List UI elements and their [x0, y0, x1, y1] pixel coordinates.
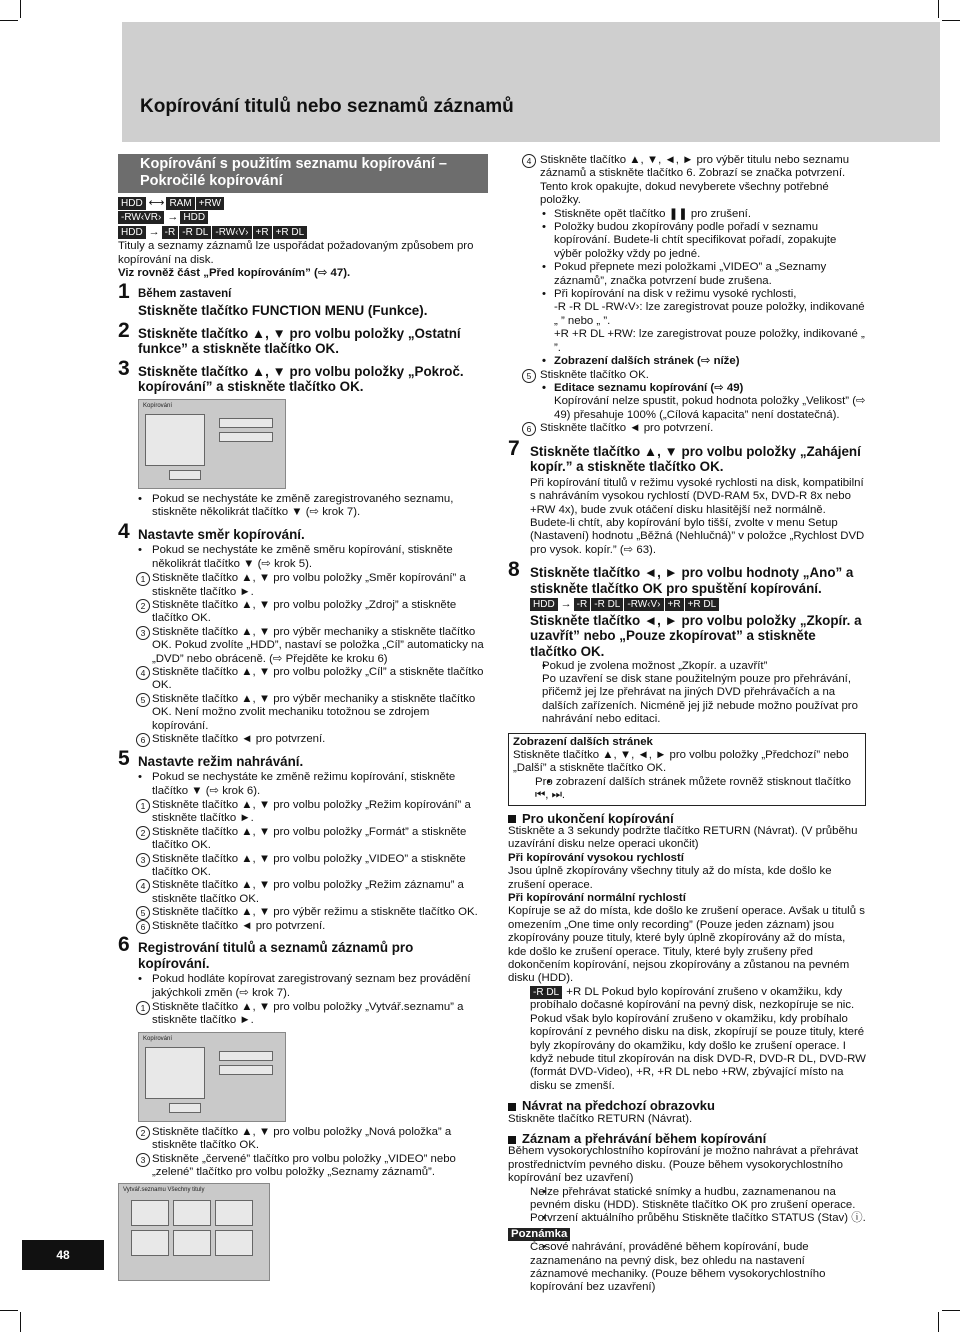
- copy-menu-screenshot-2: Kopírování: [138, 1032, 286, 1122]
- square-bullet-icon: [508, 815, 516, 823]
- step-7-text: Při kopírování titulů v režimu vysoké rychlosti na disk, kompatibilní s nahráváním vysokou rychlostí (DVD-RAM 5x, DVD-R 8x nebo +RW 4x), bude zvuk otáčení disku hlasitější než normálně. Budete-li chtít, aby kopírování bylo tišší, zvolte v menu Setup (Nastavení) hodnotu „Běžná (Nehlučná)” v položce „Rychlost DVD pro vysok. kopír.” (⇨ 63).: [530, 476, 865, 556]
- fast-copy-note: -R -R DL -RW‹V›: lze zaregistrovat pouze položky, indikované „ ” nebo „ ”.: [554, 301, 865, 327]
- arrow-right-icon: →: [560, 598, 572, 611]
- normal-text: Kopíruje se až do místa, kde došlo ke zrušení operace. Avšak u titulů s omezením „One time only recording” (Pouze jeden záznam) jsou zkopírovány pouze tituly, které byly úplně zkopírovány až do místa, kde došlo ke zrušení operace. Tituly, které byly zrušeny před dokončením kopírování, nejsou zkopírovány a zůstanou na pevném disku (HDD).: [508, 905, 865, 985]
- step-4-item: 5 Stiskněte tlačítko ▲, ▼ pro výběr mechaniky a stiskněte tlačítko OK. Není možno zvolit mechaniku totožnou se zdrojem kopírování.: [118, 693, 488, 733]
- square-bullet-icon: [508, 1136, 516, 1144]
- tag: -R: [162, 226, 179, 239]
- step-6-item: 5 Stiskněte tlačítko OK.: [508, 369, 866, 382]
- intro-ref: Viz rovněž část „Před kopírováním” (⇨ 47).: [118, 267, 351, 280]
- bullet: • -R DL +R DL Pokud bylo kopírování zrušeno v okamžiku, kdy probíhalo dočasné kopírování na pevný disk, nezkopíruje se nic. Pokud však bylo kopírování zrušeno v okamžiku, kdy probíhalo kopírování z pevného disku na disk, zkopírují se pouze tituly, které byly zkopírovány do okamžiku, kdy došlo ke zrušení operace. I když nebude titul zkopírován na disk DVD-R, DVD-R DL, DVD-RW (formát DVD-Video), +R, +R DL nebo +RW, zbývající místo na disku se zmenší.: [508, 986, 866, 1093]
- step-7: 7 Stiskněte tlačítko ▲, ▼ pro volbu položky „Zahájení kopír.” a stiskněte tlačítko OK.: [508, 436, 861, 475]
- fast-copy-note: +R +R DL +RW: lze zaregistrovat pouze položky, indikované „ ”.: [554, 328, 865, 354]
- return-heading: Návrat na předchozí obrazovku: [508, 1099, 866, 1112]
- tag: -R DL: [591, 598, 623, 611]
- step-3-bullet: • Pokud se nechystáte ke změně zaregistrovaného seznamu, stiskněte několikrát tlačítko ▼ (⇨ krok 7).: [118, 493, 488, 520]
- tag: -RW‹V›: [212, 226, 251, 239]
- stop-text: Stiskněte a 3 sekundy podržte tlačítko RETURN (Návrat). (V průběhu uzavírání disku nelze operaci ukončit): [508, 825, 858, 851]
- step-3: 3 Stiskněte tlačítko ▲, ▼ pro volbu položky „Pokroč. kopírování” a stiskněte tlačítko OK.: [118, 356, 464, 395]
- crop-mark: [942, 1310, 960, 1311]
- menu-panel: [145, 414, 205, 466]
- page-number: 48: [22, 1240, 104, 1270]
- crop-mark: [20, 0, 21, 18]
- tag: +R: [253, 226, 272, 239]
- thumbnail: [131, 1230, 169, 1256]
- step-4-item: 6 Stiskněte tlačítko ◄ pro potvrzení.: [118, 733, 488, 746]
- tag: RAM: [166, 197, 194, 210]
- step-5-bullet: • Pokud se nechystáte ke změně režimu kopírování, stiskněte tlačítko ▼ (⇨ krok 6).: [118, 771, 488, 798]
- arrow-right-icon: →: [148, 225, 160, 238]
- bullet: • Pro zobrazení dalších stránek můžete rovněž stisknout tlačítko ⏮, ⏭.: [513, 776, 861, 803]
- tag: HDD: [530, 598, 558, 611]
- tag: HDD: [118, 197, 146, 210]
- play-text: Během vysokorychlostního kopírování je možno nahrávat a přehrávat prostřednictvím pevného disku. (Pouze během vysokorychlostního kopírování bez uzavření): [508, 1145, 859, 1185]
- step-6-item: 6 Stiskněte tlačítko ◄ pro potvrzení.: [508, 422, 866, 435]
- arrow-both-icon: ⟷: [148, 197, 165, 209]
- bullet: • Zobrazení dalších stránek (⇨ níže): [508, 355, 866, 368]
- menu-panel: [145, 1047, 205, 1099]
- step-8-bullet-text: Po uzavření se disk stane použitelným pouze pro přehrávání, přičemž jej lze přehrávat na jiných DVD přehrávačích a na dalších zařízeních. Nicméně jej již nebude možno používat pro nahrávání nebo editaci.: [542, 672, 858, 726]
- target-field: [219, 1065, 273, 1075]
- step-4: 4 Nastavte směr kopírování.: [118, 519, 305, 543]
- copy-menu-screenshot: Kopírování: [138, 399, 286, 489]
- tag-line-1: [118, 197, 488, 210]
- return-text: Stiskněte tlačítko RETURN (Návrat).: [508, 1112, 693, 1125]
- step-5-item: 4 Stiskněte tlačítko ▲, ▼ pro volbu položky „Režim záznamu” a stiskněte tlačítko OK.: [118, 879, 488, 906]
- section-title: Kopírování s použitím seznamu kopírování – Pokročilé kopírování: [118, 154, 488, 193]
- step-5-item: 5 Stiskněte tlačítko ▲, ▼ pro výběr režimu a stiskněte tlačítko OK.: [118, 906, 488, 919]
- start-button: [169, 470, 201, 480]
- step-6-item: 1 Stiskněte tlačítko ▲, ▼ pro volbu položky „Vytvář.seznamu” a stiskněte tlačítko ►.: [118, 1001, 488, 1028]
- tag: +R: [665, 598, 684, 611]
- tag: +RW: [196, 197, 224, 210]
- start-button: [169, 1103, 201, 1113]
- play-heading: Záznam a přehrávání během kopírování: [508, 1132, 866, 1145]
- thumbnail: [173, 1200, 211, 1226]
- step-5-item: 1 Stiskněte tlačítko ▲, ▼ pro volbu položky „Režim kopírování” a stiskněte tlačítko ►.: [118, 799, 488, 826]
- bullet: • Nelze přehrávat statické snímky a hudbu, zaznamenanou na pevném disku (HDD). Stiskněte tlačítko OK pro zrušení operace.: [508, 1186, 866, 1213]
- bullet: • Pokud je zvolena možnost „Zkopír. a uzavřít”: [508, 660, 866, 673]
- step-5-item: 6 Stiskněte tlačítko ◄ pro potvrzení.: [118, 920, 488, 933]
- intro-text: Tituly a seznamy záznamů lze uspořádat požadovaným způsobem pro kopírování na disk.: [118, 240, 474, 266]
- step-6: 6 Registrování titulů a seznamů záznamů pro kopírování.: [118, 932, 414, 971]
- more-pages-box: Zobrazení dalších stránek Stiskněte tlačítko ▲, ▼, ◄, ► pro volbu položky „Předchozí” nebo „Další” a stiskněte tlačítko OK. • Pro zobrazení dalších stránek můžete rovněž stisknout tlačítko ⏮, ⏭.: [508, 733, 866, 806]
- tag: -R DL: [179, 226, 211, 239]
- tag: -RW‹VR›: [118, 211, 164, 224]
- thumbnail: [173, 1230, 211, 1256]
- step-6-bullet: • Pokud hodláte kopírovat zaregistrovaný seznam bez provádění jakýchkoli změn (⇨ krok 7).: [118, 973, 488, 1000]
- fast-title: Při kopírování vysokou rychlostí: [508, 851, 684, 864]
- crop-mark: [942, 20, 960, 21]
- left-column: [118, 154, 488, 1285]
- playlist-screenshot: Vytvář.seznamu Všechny tituly: [118, 1183, 270, 1281]
- bullet: • Při kopírování na disk v režimu vysoké rychlosti,: [508, 288, 866, 301]
- square-bullet-icon: [508, 1103, 516, 1111]
- step-4-item: 3 Stiskněte tlačítko ▲, ▼ pro výběr mechaniky a stiskněte tlačítko OK. Pokud zvolíte „HDD”, nastaví se položka „Cíl” automaticky na „DVD” nebo obráceně. (⇨ Přejděte ke kroku 6): [118, 626, 488, 666]
- bullet: • Časové nahrávání, prováděné během kopírování, bude zaznamenáno na pevný disk, bez ohledu na nastavení záznamové mechaniky. (Pouze během vysokorychlostního kopírování bez uzavření): [508, 1241, 866, 1295]
- thumbnail: [215, 1200, 253, 1226]
- step-8-tags: [508, 598, 866, 611]
- bullet: • Položky budou zkopírovány podle pořadí v seznamu kopírování. Budete-li chtít specifikovat pořadí, zopakujte výběr položky vždy po jedné.: [508, 221, 866, 261]
- step-4-item: 2 Stiskněte tlačítko ▲, ▼ pro volbu položky „Zdroj” a stiskněte tlačítko OK.: [118, 599, 488, 626]
- tag: -R: [574, 598, 591, 611]
- header-band: [122, 22, 940, 142]
- step-5: 5 Nastavte režim nahrávání.: [118, 746, 304, 770]
- source-field: [219, 418, 273, 428]
- step-6-item: 3 Stiskněte „červené” tlačítko pro volbu položky „VIDEO” nebo „zelené” tlačítko pro volbu položky „Seznamy záznamů”.: [118, 1153, 488, 1180]
- step-1: 1 Během zastavení Stiskněte tlačítko FUNCTION MENU (Funkce).: [118, 280, 428, 319]
- crop-mark: [0, 1310, 18, 1311]
- tag: HDD: [118, 226, 146, 239]
- step-6-item: 4 Stiskněte tlačítko ▲, ▼, ◄, ► pro výběr titulu nebo seznamu záznamů a stiskněte tlačítko 6. Zobrazí se značka potvrzení. Tento krok opakujte, dokud nevyberete všechny potřebné položky.: [508, 154, 866, 208]
- normal-title: Při kopírování normální rychlostí: [508, 892, 686, 905]
- crop-mark: [938, 1312, 939, 1332]
- bullet: • Editace seznamu kopírování (⇨ 49): [508, 382, 866, 395]
- crop-mark: [0, 20, 18, 21]
- tag: +R DL: [685, 598, 720, 611]
- step-4-item: 4 Stiskněte tlačítko ▲, ▼ pro volbu položky „Cíl” a stiskněte tlačítko OK.: [118, 666, 488, 693]
- step-2: 2 Stiskněte tlačítko ▲, ▼ pro volbu položky „Ostatní funkce” a stiskněte tlačítko OK.: [118, 318, 461, 357]
- right-column: [508, 154, 866, 1295]
- source-field: [219, 1051, 273, 1061]
- tag-line-3: [118, 226, 488, 239]
- tag: -RW‹V›: [624, 598, 663, 611]
- note-label: Poznámka: [508, 1228, 570, 1241]
- step-6-item: 2 Stiskněte tlačítko ▲, ▼ pro volbu položky „Nová položka” a stiskněte tlačítko OK.: [118, 1126, 488, 1153]
- fast-text: Jsou úplně zkopírovány všechny tituly až do místa, kde došlo ke zrušení operace.: [508, 865, 832, 891]
- arrow-right-icon: →: [167, 211, 179, 224]
- tag: HDD: [180, 211, 208, 224]
- bullet: • Stiskněte opět tlačítko ❚❚ pro zrušení.: [508, 208, 866, 221]
- step-5-item: 3 Stiskněte tlačítko ▲, ▼ pro volbu položky „VIDEO” a stiskněte tlačítko OK.: [118, 853, 488, 880]
- thumbnail: [131, 1200, 169, 1226]
- step-8-title-2: Stiskněte tlačítko ◄, ► pro volbu položky „Zkopír. a uzavřít” nebo „Pouze zkopírovat” a stiskněte tlačítko OK.: [530, 612, 862, 659]
- bullet: • Potvrzení aktuálního průběhu Stiskněte tlačítko STATUS (Stav) ⓘ.: [508, 1212, 866, 1225]
- stop-copy-heading: Pro ukončení kopírování: [508, 812, 866, 825]
- bullet: • Pokud přepnete mezi položkami „VIDEO” a „Seznamy záznamů”, značka potvrzení bude zrušena.: [508, 261, 866, 288]
- thumbnail: [215, 1230, 253, 1256]
- step-4-bullet: • Pokud se nechystáte ke změně směru kopírování, stiskněte několikrát tlačítko ▼ (⇨ krok 5).: [118, 544, 488, 571]
- step-5-item: 2 Stiskněte tlačítko ▲, ▼ pro volbu položky „Formát” a stiskněte tlačítko OK.: [118, 826, 488, 853]
- tag: +R DL: [273, 226, 308, 239]
- crop-mark: [20, 1312, 21, 1332]
- tag-line-2: [118, 211, 488, 224]
- crop-mark: [938, 0, 939, 18]
- step-4-item: 1 Stiskněte tlačítko ▲, ▼ pro volbu položky „Směr kopírování” a stiskněte tlačítko ►.: [118, 572, 488, 599]
- target-field: [219, 432, 273, 442]
- edit-note: Kopírování nelze spustit, pokud hodnota položky „Velikost” (⇨ 49) přesahuje 100% („Cílová kapacita” není dostatečná).: [554, 395, 866, 421]
- page-title: Kopírování titulů nebo seznamů záznamů: [140, 96, 514, 117]
- step-8: 8 Stiskněte tlačítko ◄, ► pro volbu hodnoty „Ano” a stiskněte tlačítko OK pro spuštění kopírování.: [508, 558, 854, 596]
